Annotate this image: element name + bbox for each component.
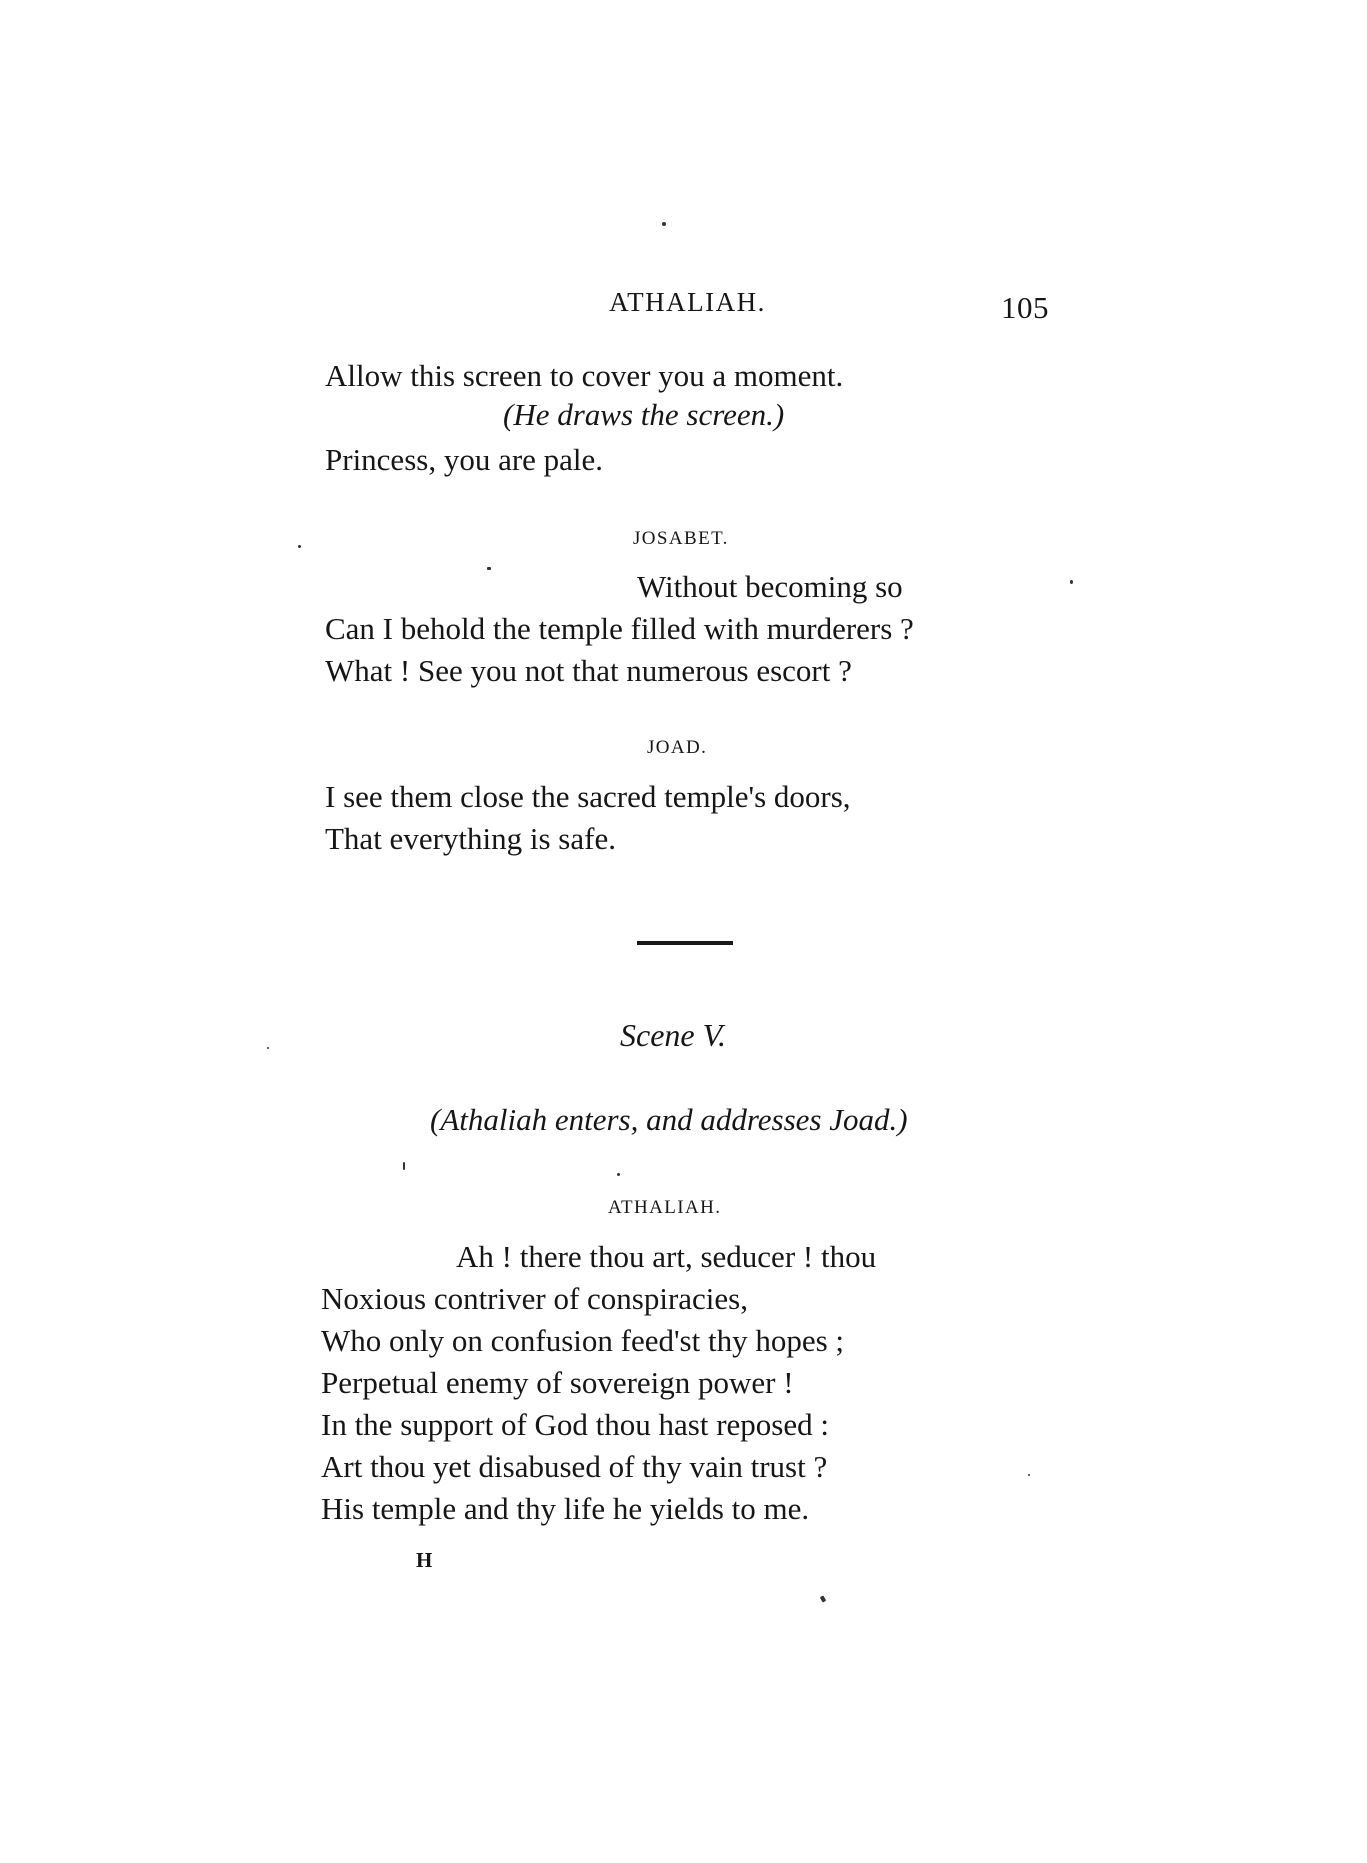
verse-line: Who only on confusion feed'st thy hopes ; (321, 1323, 845, 1358)
verse-line: Allow this screen to cover you a moment. (325, 358, 844, 393)
scan-speck (487, 567, 491, 570)
verse-line: I see them close the sacred temple's doors, (325, 779, 851, 814)
verse-line: Can I behold the temple filled with murderers ? (325, 611, 914, 646)
speaker-name: ATHALIAH. (608, 1197, 722, 1218)
scan-speck (403, 1162, 405, 1170)
verse-line: Noxious contriver of conspiracies, (321, 1281, 748, 1316)
scan-speck (820, 1595, 826, 1602)
scan-speck (617, 1173, 620, 1176)
scene-divider (637, 941, 733, 945)
stage-direction: (He draws the screen.) (503, 397, 785, 432)
scan-speck (298, 545, 301, 548)
verse-line: Ah ! there thou art, seducer ! thou (456, 1239, 877, 1274)
verse-line: That everything is safe. (325, 821, 616, 856)
scan-speck (1070, 580, 1073, 584)
page-number: 105 (1001, 290, 1049, 325)
speaker-name: JOAD. (647, 737, 708, 758)
scene-title: Scene V. (620, 1017, 727, 1053)
speaker-name: JOSABET. (633, 528, 729, 549)
stage-direction: (Athaliah enters, and addresses Joad.) (430, 1102, 908, 1137)
scan-speck (1028, 1474, 1030, 1476)
scan-speck (267, 1047, 269, 1049)
verse-line: Perpetual enemy of sovereign power ! (321, 1365, 794, 1400)
scan-speck (662, 222, 666, 226)
verse-line: What ! See you not that numerous escort ? (325, 653, 852, 688)
signature-mark: H (416, 1548, 433, 1572)
verse-line: Princess, you are pale. (325, 442, 604, 477)
verse-line: Art thou yet disabused of thy vain trust ? (321, 1449, 828, 1484)
verse-line: His temple and thy life he yields to me. (321, 1491, 810, 1526)
running-title: ATHALIAH. (609, 287, 766, 317)
verse-line: Without becoming so (637, 569, 903, 604)
verse-line: In the support of God thou hast reposed : (321, 1407, 829, 1442)
